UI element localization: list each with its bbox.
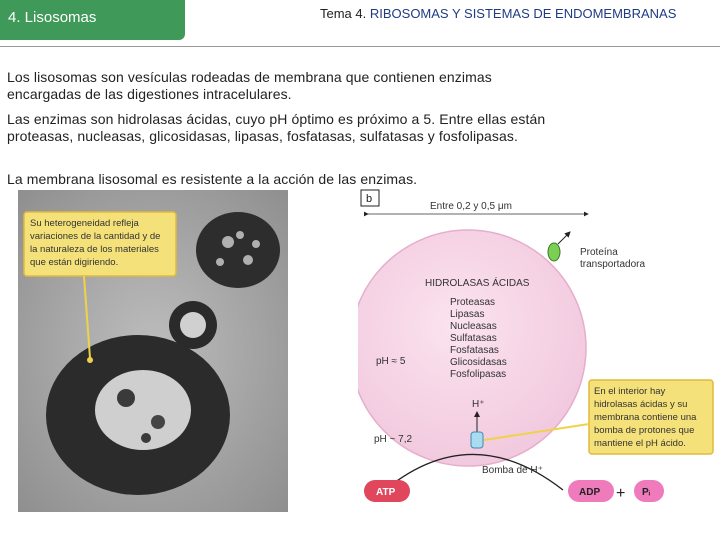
adp-label: ADP (579, 487, 601, 498)
micro-note-line: Su heterogeneidad refleja (30, 218, 139, 229)
header-prefix: Tema 4. (320, 6, 370, 21)
paragraph-enzymes: Las enzimas son hidrolasas ácidas, cuyo pH óptimo es próximo a 5. Entre ellas están proteasas, nucleasas, glicosidasas, lipasas, fosfatasas, sulfatasas y fosfolipasas. (7, 111, 546, 144)
lysosome-micrograph (18, 190, 288, 512)
slide-header (320, 6, 676, 21)
paragraph-definition: Los lisosomas son vesículas rodeadas de membrana que contienen enzimas encargadas de las digestiones intracelulares. (7, 69, 492, 102)
enzyme-item: Sulfatasas (450, 333, 497, 344)
pump-label: Bomba de H⁺ (482, 465, 543, 476)
micro-note-line: la naturaleza de los materiales (30, 244, 159, 255)
header-title: RIBOSOMAS Y SISTEMAS DE ENDOMEMBRANAS (369, 6, 677, 21)
atp-label: ATP (376, 487, 396, 498)
section-tab: 4. Lisosomas (0, 0, 185, 40)
schem-note-line: bomba de protones que (594, 425, 695, 436)
schem-note-line: En el interior hay (594, 386, 666, 397)
header-divider (0, 46, 720, 47)
h-plus-label: H⁺ (472, 399, 485, 410)
schem-note-line: hidrolasas ácidas y su (594, 399, 688, 410)
plus-sign: + (616, 485, 626, 502)
enzymes-heading: HIDROLASAS ÁCIDAS (425, 278, 530, 289)
schem-note-line: mantiene el pH ácido. (594, 438, 686, 449)
micro-note-line: que están digiriendo. (30, 257, 119, 268)
paragraph-membrane: La membrana lisosomal es resistente a la acción de las enzimas. (7, 171, 418, 187)
enzyme-item: Fosfolipasas (450, 369, 507, 380)
lysosome-schematic (358, 188, 720, 518)
size-label: Entre 0,2 y 0,5 μm (430, 201, 512, 212)
ph-inside: pH ≈ 5 (376, 356, 406, 367)
protein-label: transportadora (580, 259, 646, 270)
pi-label: Pᵢ (642, 487, 651, 498)
enzyme-item: Lipasas (450, 309, 485, 320)
micro-note-line: variaciones de la cantidad y de (30, 231, 161, 242)
protein-label: Proteína (580, 247, 618, 258)
enzyme-item: Fosfatasas (450, 345, 499, 356)
schem-note-line: membrana contiene una (594, 412, 697, 423)
enzyme-item: Glicosidasas (450, 357, 507, 368)
proton-pump-icon (471, 432, 483, 448)
panel-label: b (366, 193, 373, 205)
ph-outside: pH ~ 7,2 (374, 434, 413, 445)
transport-protein-icon (548, 232, 570, 261)
enzyme-item: Proteasas (450, 297, 496, 308)
enzyme-item: Nucleasas (450, 321, 497, 332)
